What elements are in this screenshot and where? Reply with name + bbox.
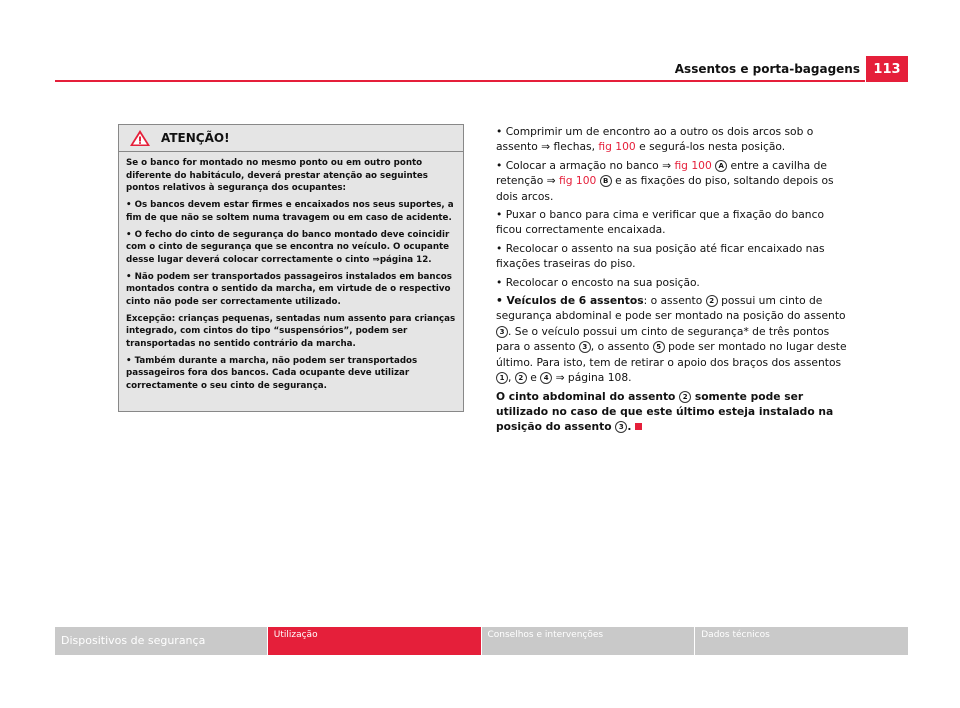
text: : o assento (643, 294, 706, 308)
text: , (508, 371, 515, 385)
text: pode ser montado no lugar deste último. Para isto, tem de retirar o apoio dos braços dos assentos (496, 340, 847, 369)
warning-triangle-icon (129, 129, 151, 147)
step-paragraph (496, 158, 848, 204)
text: • Colocar a armação no banco ⇒ (496, 158, 675, 172)
warning-paragraph (126, 229, 457, 267)
warning-box (118, 124, 464, 412)
warning-paragraph: • Os bancos devem estar firmes e encaixados nos seus suportes, a fim de que não se soltem numa travagem ou em caso de acidente. (126, 200, 454, 223)
text: somente pode ser utilizado no caso de que este último esteja instalado na posição do assento (496, 389, 834, 434)
callout-marker: B (600, 175, 612, 187)
text: e (526, 371, 541, 385)
callout-marker: 3 (579, 341, 591, 353)
text: • Comprimir um de encontro ao a outro os dois arcos sob o assento ⇒ flechas, (496, 125, 814, 154)
warning-title: ATENÇÃO! (161, 131, 230, 145)
figure-link[interactable]: fig 100 (559, 174, 597, 188)
body-text (496, 124, 848, 438)
header-rule (55, 80, 865, 82)
note-paragraph (496, 389, 848, 435)
callout-marker: 3 (615, 421, 627, 433)
text: e as fixações do piso, soltando depois os dois arcos. (496, 174, 834, 203)
step-paragraph (496, 293, 848, 385)
callout-marker: 2 (679, 391, 691, 403)
text: . (627, 420, 632, 434)
subheading: • Veículos de 6 assentos (496, 294, 644, 308)
callout-marker: 1 (496, 372, 508, 384)
warning-paragraph: • Também durante a marcha, não podem ser transportados passageiros fora dos bancos. Cada ocupante deve utilizar correctamente o seu cinto de segurança. (126, 355, 418, 391)
warning-paragraph: • Não podem ser transportados passageiros instalados em bancos montados contra o sentido da marcha, em virtude de o respectivo cinto não pode ser correctamente utilizado. (126, 271, 452, 307)
tab-dispositivos-de-seguranca[interactable]: Dispositivos de segurança (55, 627, 267, 655)
step-paragraph: • Recolocar o assento na sua posição até ficar encaixado nas fixações traseiras do piso. (496, 241, 825, 271)
warning-text: • O fecho do cinto de segurança do banco montado deve coincidir com o cinto de segurança que se encontra no veículo. O ocupante desse lugar deverá colocar correctamente o cinto (126, 229, 450, 265)
warning-paragraph: Excepção: crianças pequenas, sentadas num assento para crianças integrado, com cintos do tipo “suspensórios”, podem ser transportadas no sentido contrário da marcha. (126, 313, 456, 349)
footer-nav (55, 627, 908, 655)
text: ⇒ página 108. (552, 371, 632, 385)
callout-marker: A (715, 160, 727, 172)
warning-body (119, 152, 463, 392)
step-paragraph: • Puxar o banco para cima e verificar que a fixação do banco ficou correctamente encaixada. (496, 208, 824, 237)
warning-header (119, 125, 463, 152)
callout-marker: 2 (706, 295, 718, 307)
page-number: 113 (866, 56, 908, 82)
tab-dados-tecnicos[interactable]: Dados técnicos (695, 627, 908, 655)
tab-conselhos-e-intervencoes[interactable]: Conselhos e intervenções (482, 627, 695, 655)
warning-paragraph: Se o banco for montado no mesmo ponto ou em outro ponto diferente do habitáculo, deverá prestar atenção ao seguintes pontos relativos à segurança dos ocupantes: (126, 158, 428, 193)
end-of-section-marker (635, 423, 642, 430)
callout-marker: 4 (540, 372, 552, 384)
text: . Se o veículo possui um cinto de segurança* de três pontos para o assento (496, 324, 830, 354)
figure-link[interactable]: fig 100 (674, 158, 712, 172)
page-reference-link[interactable]: ⇒página 12. (372, 254, 432, 265)
step-paragraph: • Recolocar o encosto na sua posição. (496, 275, 700, 289)
callout-marker: 3 (496, 326, 508, 338)
callout-marker: 2 (515, 372, 527, 384)
figure-link[interactable]: fig 100 (598, 140, 636, 154)
tab-utilizacao[interactable]: Utilização (268, 627, 481, 655)
page-header-title: Assentos e porta-bagagens (674, 62, 860, 76)
text: , o assento (590, 340, 653, 354)
callout-marker: 5 (653, 341, 665, 353)
text: e segurá-los nesta posição. (635, 140, 786, 154)
step-paragraph (496, 124, 848, 155)
text: possui um cinto de segurança abdominal e pode ser montado na posição do assento (496, 294, 846, 323)
text: O cinto abdominal do assento (496, 389, 680, 403)
text: entre a cavilha de retenção ⇒ (496, 158, 827, 188)
